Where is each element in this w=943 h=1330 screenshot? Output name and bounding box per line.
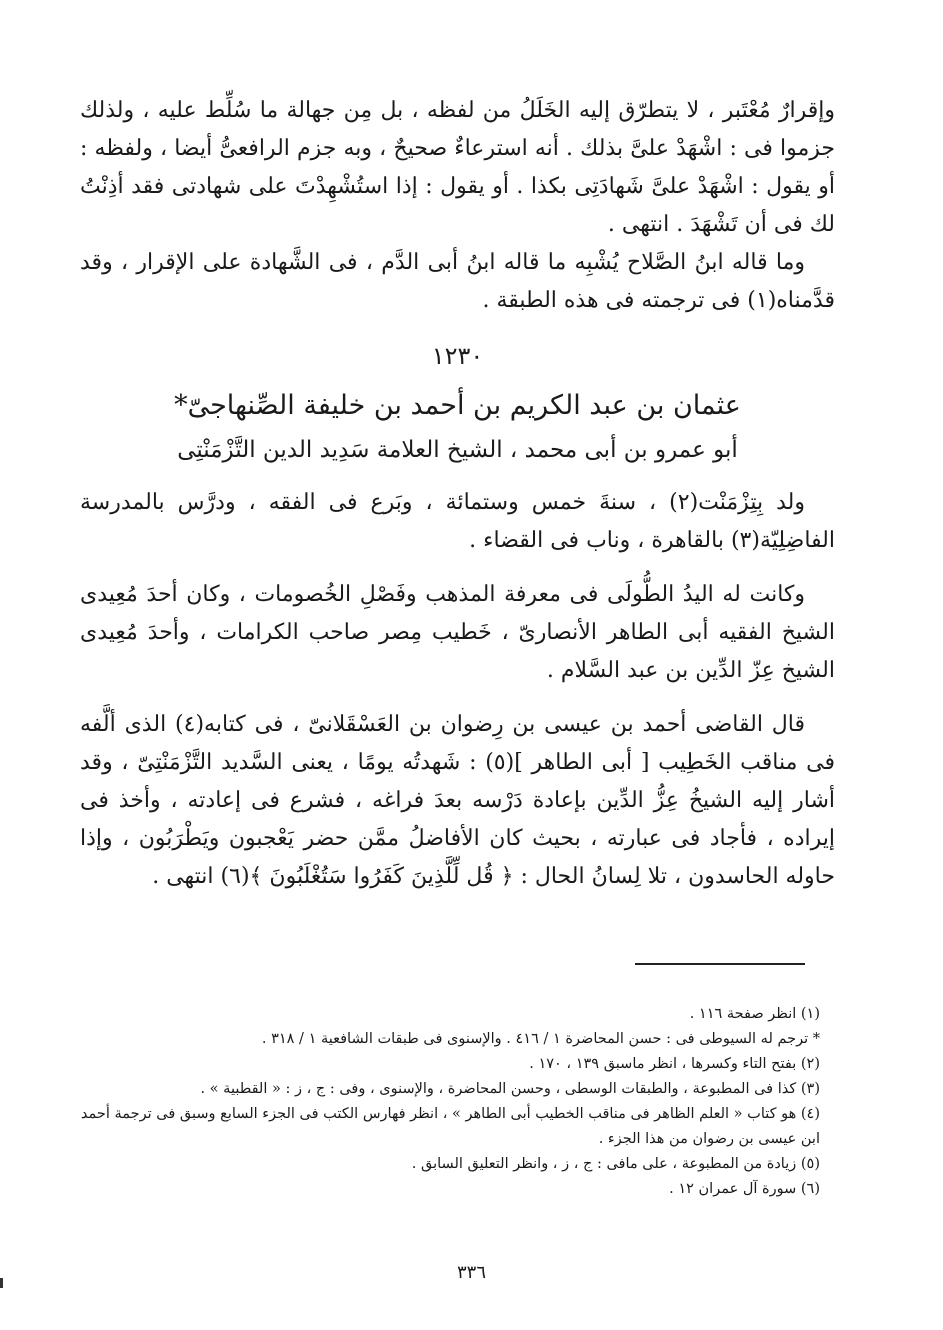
footnote-divider [635,963,805,965]
footnote-star: * ترجم له السيوطى فى : حسن المحاضرة ١ / ٤١٦ . والإسنوى فى طبقات الشافعية ١ / ٣١٨ . [261,1031,820,1047]
entry-number: ١٢٣٠ [431,342,484,370]
footnote-2: (٢) بفتح التاء وكسرها ، انظر ماسبق ١٣٩ ، ١٧٠ . [529,1056,820,1072]
page-number: ٣٣٦ [456,1262,486,1283]
page-body [80,92,835,896]
paragraph-ibn-salah: وما قاله ابنُ الصَّلاح يُشْبِه ما قاله ابنُ أبى الدَّم ، فى الشَّهادة على الإقرار ، وقد قدَّمناه(١) فى ترجمته فى هذه الطبقة . [80,250,835,313]
footnote-4: (٤) هو كتاب « العلم الظاهر فى مناقب الخطيب أبى الطاهر » ، انظر فهارس الكتب فى الجزء السابع وسبق فى ترجمة أحمد ابن عيسى بن رضوان من هذا الجزء . [80,1106,820,1147]
paragraph-qadi-quote: قال القاضى أحمد بن عيسى بن رِضوان بن العَسْقَلانىّ ، فى كتابه(٤) الذى ألَّفه فى مناقب الخَطِيب [ أبى الطاهر ](٥) : شَهدتُه يومًا ، يعنى السَّديد التَّزْمَنْتِىّ ، وقد أشار إليه الشيخُ عِزُّ الدِّين بإعادة دَرْسه بعدَ فراغه ، فشرع فى إعادته ، وأخذ فى إيراده ، فأجاد فى عبارته ، بحيث كان الأفاضلُ ممَّن حضر يَعْجبون ويَطْرَبُون ، وإذا حاوله الحاسدون ، تلا لِسانُ الحال : ﴿ قُل لِّلَّذِينَ كَفَرُوا سَتُغْلَبُونَ ﴾(٦) انتهى . [80,712,836,889]
paragraph-birth: ولد بِتِزْمَنْت(٢) ، سنةَ خمس وستمائة ، وبَرع فى الفقه ، ودرَّس بالمدرسة الفاضِلِيّة(٣) بالقاهرة ، وناب فى القضاء . [80,490,835,553]
entry-kunya: أبو عمرو بن أبى محمد ، الشيخ العلامة سَدِيد الدين التَّزْمَنْتِى [177,437,738,463]
footnote-5: (٥) زيادة من المطبوعة ، على مافى : ج ، ز ، وانظر التعليق السابق . [411,1156,820,1172]
footnote-1: (١) انظر صفحة ١١٦ . [689,1006,820,1022]
paragraph-merits: وكانت له اليدُ الطُّولَى فى معرفة المذهب وفَصْلِ الخُصومات ، وكان أحدَ مُعِيدى الشيخ الفقيه أبى الطاهر الأنصارىّ ، خَطيب مِصر صاحب الكرامات ، وأحدَ مُعِيدى الشيخ عِزّ الدِّين بن عبد السَّلام . [80,582,835,683]
scan-edge-mark [0,1278,3,1288]
paragraph-gap [80,560,835,576]
footnote-3: (٣) كذا فى المطبوعة ، والطبقات الوسطى ، وحسن المحاضرة ، والإسنوى ، وفى : ج ، ز : « القطبية » . [200,1081,820,1097]
paragraph-iqrar: وإقرارٌ مُعْتَبر ، لا يتطرّق إليه الخَلَلُ من لفظه ، بل مِن جهالة ما سُلِّط عليه ، ولذلك جزموا فى : اشْهَدْ علىَّ بذلك . أنه استرعاءٌ صحيحٌ ، وبه جزم الرافعىُّ أيضا ، ولفظه : أو يقول : اشْهَدْ علىَّ شَهادَتِى بكذا . أو يقول : إذا استُشْهِدْتَ على شهادتى فقد أذِنْتُ لك فى أن تَشْهَدَ . انتهى . [80,98,835,237]
footnote-6: (٦) سورة آل عمران ١٢ . [669,1181,820,1197]
entry-name: عثمان بن عبد الكريم بن أحمد بن خليفة الصِّنهاجىّ* [174,390,741,421]
paragraph-gap [80,690,835,706]
footnotes [80,1002,820,1202]
